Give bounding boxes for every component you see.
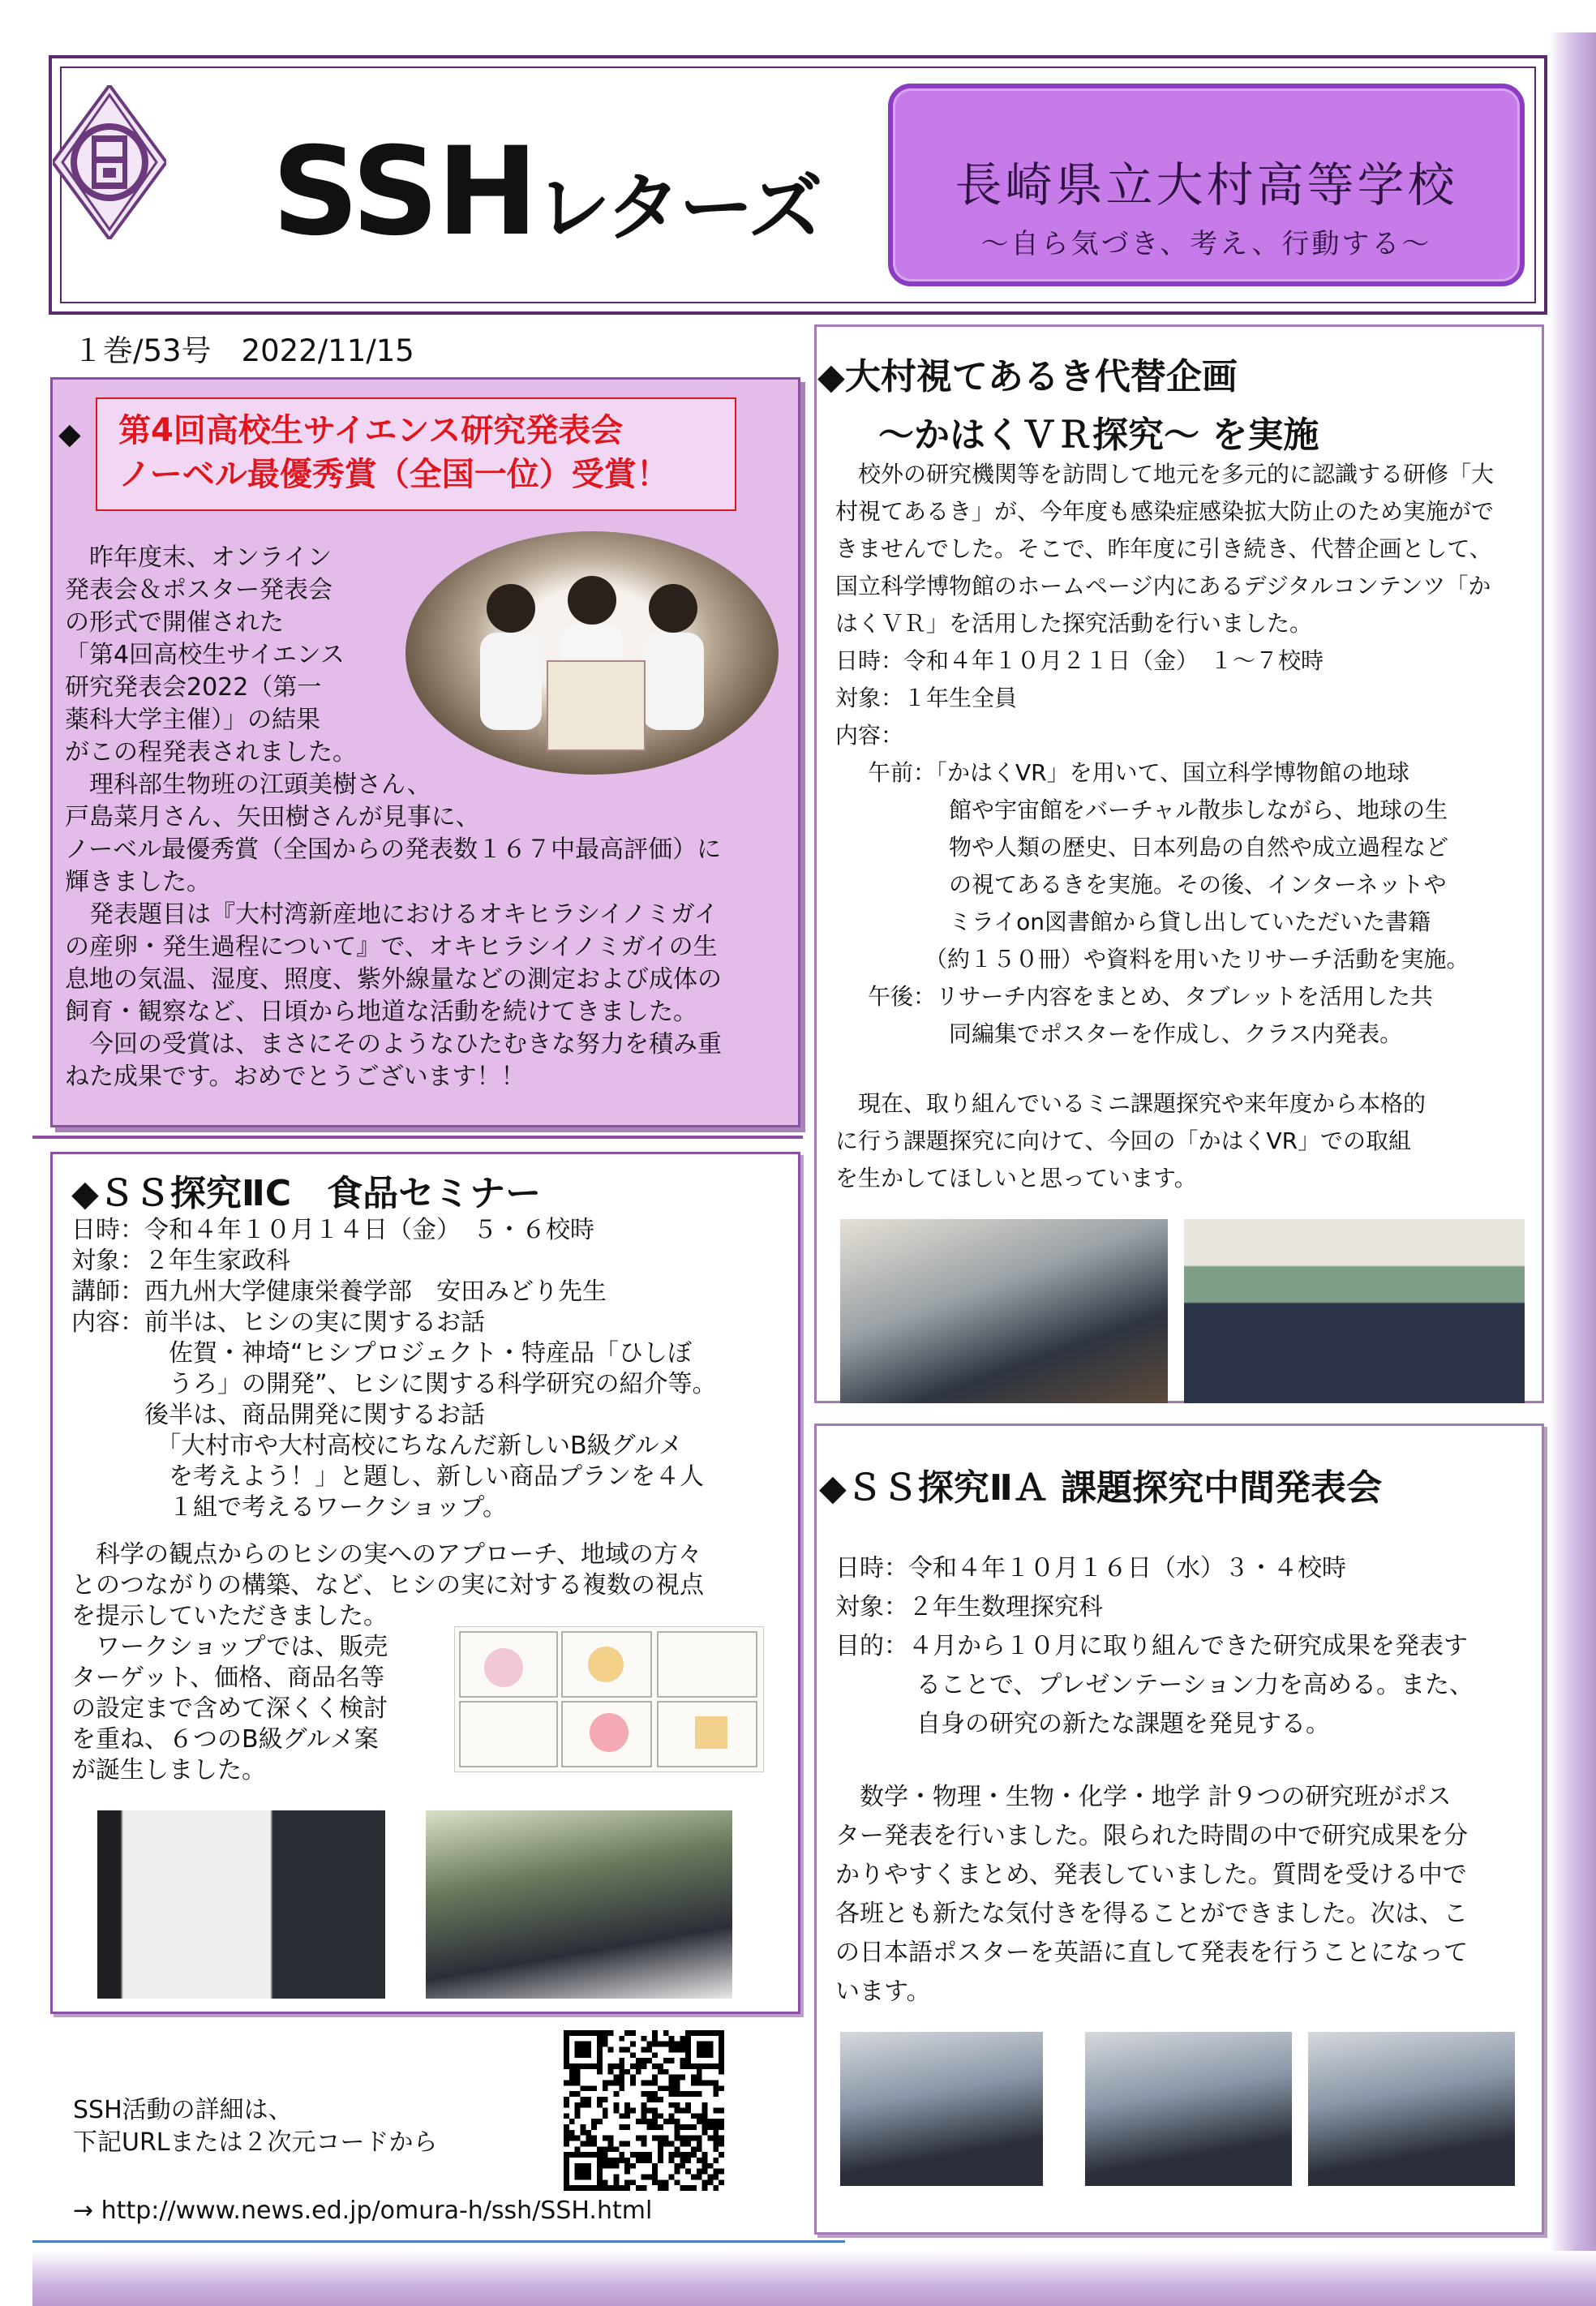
vr-photo-students-tablets [840,1219,1168,1403]
award-body-line: の形式で開催された [65,608,284,637]
award-body-line: 輝きました。 [65,868,211,896]
iic-body-line: 科学の観点からのヒシの実へのアプローチ、地域の方々 [71,1540,702,1569]
iic-body-line: が誕生しました。 [71,1756,266,1784]
vr-morning [835,754,1533,978]
issue-number-date: １巻/53号 2022/11/15 [73,333,414,368]
vr-morning-line: （約１５０冊）や資料を用いたリサーチ活動を実施。 [925,946,1469,973]
award-body-line: 「第4回高校生サイエンス [65,641,345,669]
vr-target: 対象：１年生全員 [835,685,1018,711]
ssh-info-line1: SSH活動の詳細は、 [73,2096,293,2124]
vr-morning-line: 物や人類の歴史、日本列島の自然や成立過程など [949,834,1449,861]
vr-intro-line: きませんでした。そこで、昨年度に引き続き、代替企画として、 [835,535,1492,562]
iic-detail-line: 講師：西九州大学健康栄養学部 安田みどり先生 [71,1278,607,1306]
iic-detail-line: １組で考えるワークショップ。 [71,1493,507,1522]
iic-photo-lecture [97,1810,385,1999]
vr-morning-line: 午前：「かはくVR」を用いて、国立科学博物館の地球 [868,759,1410,786]
iic-detail-line: うろ」の開発”、ヒシに関する科学研究の紹介等。 [71,1370,717,1398]
award-article-body [65,542,791,1093]
section-divider [32,1136,803,1139]
iia-article-body [835,1549,1533,2012]
iic-photo-workshop [426,1810,732,1999]
iic-detail-line: を考えよう！」と題し、新しい商品プランを４人 [71,1462,704,1491]
award-body-line: 薬科大学主催）」の結果 [65,706,320,734]
vr-intro-line: はくＶＲ」を活用した探究活動を行いました。 [835,610,1313,637]
newsletter-title [272,122,822,263]
iic-body-line: を提示していただきました。 [71,1602,388,1630]
iic-workshop-sketch [454,1626,764,1772]
vr-morning-line: ミライon図書館から貸し出していただいた書籍 [949,908,1431,935]
iic-sketch-drawing [455,1627,763,1771]
page-shadow-bottom [32,2251,1596,2306]
iia-photo-2 [1085,2032,1292,2186]
award-body-line: の産卵・発生過程について』で、オキヒラシイノミガイの生 [65,933,718,961]
ssh-info [73,2094,438,2159]
award-body-line: ノーベル最優秀賞（全国からの発表数１６７中最高評価）に [65,835,722,864]
award-body-line: 発表題目は『大村湾新産地におけるオキヒラシイノミガイ [65,900,719,929]
award-headline [96,397,736,511]
iic-body-line: ターゲット、価格、商品名等 [71,1664,385,1692]
iia-photo-3 [1308,2032,1515,2186]
award-headline-line1: 第4回高校生サイエンス研究発表会 [118,412,624,449]
iia-body-line: ター発表を行いました。限られた時間の中で研究成果を分 [835,1822,1468,1850]
brand-ssh: SSH [272,122,536,263]
iia-purpose-line: 自身の研究の新たな課題を発見する。 [916,1710,1330,1738]
iic-headline: ◆ＳＳ探究ⅡC 食品セミナー [71,1173,542,1214]
iia-body-line: 数学・物理・生物・化学・地学 計９つの研究班がポス [835,1783,1452,1811]
iic-body-line: を重ね、６つのB級グルメ案 [71,1725,379,1754]
ssh-info-line2: 下記URLまたは２次元コードから [73,2128,438,2157]
vr-closing [835,1085,1533,1197]
iic-details [71,1215,793,1523]
iic-detail-line: 「大村市や大村高校にちなんだ新しいB級グルメ [71,1432,683,1460]
school-motto: ～自ら気づき、考え、行動する～ [980,228,1432,260]
vr-morning-line: 館や宇宙館をバーチャル散歩しながら、地球の生 [949,797,1448,823]
vr-headline-line1: ◆大村視てあるき代替企画 [817,356,1238,397]
iic-detail-line: 内容：前半は、ヒシの実に関するお話 [71,1308,485,1337]
vr-content-label: 内容： [835,722,904,749]
award-body-line: がこの程発表されました。 [65,738,357,767]
award-body-line: 今回の受賞は、まさにそのようなひたむきな努力を積み重 [65,1030,722,1059]
vr-date: 日時：令和４年１０月２１日（金） １～７校時 [835,647,1324,674]
page-shadow-right [1549,32,1596,2306]
iia-body-text [835,1778,1533,2012]
iia-body-line: かりやすくまとめ、発表していました。質問を受ける中で [835,1861,1467,1889]
award-body-line: 息地の気温、湿度、照度、紫外線量などの測定および成体の [65,965,722,994]
vr-afternoon-line: 同編集でポスターを作成し、クラス内発表。 [949,1020,1403,1047]
iia-body-line: います。 [835,1977,931,2006]
vr-morning-line: の視てあるきを実施。その後、インターネットや [949,871,1447,898]
iia-purpose-line: ることで、プレゼンテーション力を高める。また、 [916,1671,1474,1699]
iic-body-line: の設定まで含めて深くく検討 [71,1694,388,1723]
iic-body-line: ワークショップでは、販売 [71,1633,388,1661]
iia-body-line: の日本語ポスターを英語に直して発表を行うことになって [835,1939,1468,1967]
iic-detail-line: 佐賀・神埼“ヒシプロジェクト・特産品「ひしぼ [71,1339,692,1368]
vr-photo-classroom-presentation [1184,1219,1525,1403]
iia-purpose-line: 目的：４月から１０月に取り組んできた研究成果を発表す [835,1632,1468,1660]
school-name: 長崎県立大村高等学校 [955,157,1458,213]
iic-detail-line: 対象：２年生家政科 [71,1247,290,1275]
award-body-line: 理科部生物班の江頭美樹さん、 [65,771,431,799]
vr-closing-line: 現在、取り組んでいるミニ課題探究や来年度から本格的 [835,1090,1427,1117]
iia-date: 日時：令和４年１０月１６日（水）３・４校時 [835,1554,1346,1582]
award-headline-line2: ノーベル最優秀賞（全国一位）受賞！ [118,456,669,493]
award-body-line: 飼育・観察など、日頃から地道な活動を続けてきました。 [65,998,697,1026]
iia-body-line: 各班とも新たな気付きを得ることができました。次は、こ [835,1900,1468,1928]
award-body-line: 発表会＆ポスター発表会 [65,576,332,604]
vr-intro-line: 村視てあるき」が、今年度も感染症感染拡大防止のため実施がで [835,498,1495,525]
iia-purpose [835,1627,1533,1744]
award-body-line: ねた成果です。おめでとうございます！！ [65,1063,526,1091]
iic-body-line: とのつながりの構築、など、ヒシの実に対する複数の視点 [71,1571,704,1600]
footer-rule [32,2240,845,2243]
award-body-line: 昨年度末、オンライン [65,543,332,572]
award-body-line: 戸島菜月さん、矢田樹さんが見事に、 [65,803,480,831]
vr-intro-line: 校外の研究機関等を訪問して地元を多元的に認識する研修「大 [835,461,1495,487]
vr-closing-line: を生かしてほしいと思っています。 [835,1165,1197,1192]
vr-afternoon-line: 午後：リサーチ内容をまとめ、タブレットを活用した共 [868,983,1433,1010]
vr-closing-line: に行う課題探究に向けて、今回の「かはくVR」での取組 [835,1127,1412,1154]
iic-detail-line: 後半は、商品開発に関するお話 [71,1401,485,1429]
school-name-box [888,84,1525,286]
vr-afternoon [835,978,1533,1053]
iia-headline: ◆ＳＳ探究ⅡＡ 課題探究中間発表会 [819,1467,1383,1509]
school-emblem-icon [53,85,166,239]
ssh-url-link[interactable]: → http://www.news.ed.jp/omura-h/ssh/SSH.html [73,2196,653,2225]
vr-intro-line: 国立科学博物館のホームページ内にあるデジタルコンテンツ「か [835,573,1491,599]
iic-detail-line: 日時：令和４年１０月１４日（金） ５・６校時 [71,1216,594,1244]
qr-code[interactable] [564,2030,724,2191]
vr-article-body [835,456,1533,1197]
vr-headline-line2: ～かはくＶＲ探究～ を実施 [878,414,1319,456]
award-diamond-icon: ◆ [58,418,81,451]
iia-target: 対象：２年生数理探究科 [835,1593,1103,1621]
vr-intro [835,456,1533,642]
award-body-line: 研究発表会2022（第一 [65,673,322,702]
iia-photo-1 [840,2032,1043,2186]
brand-letters: レターズ [535,165,822,251]
